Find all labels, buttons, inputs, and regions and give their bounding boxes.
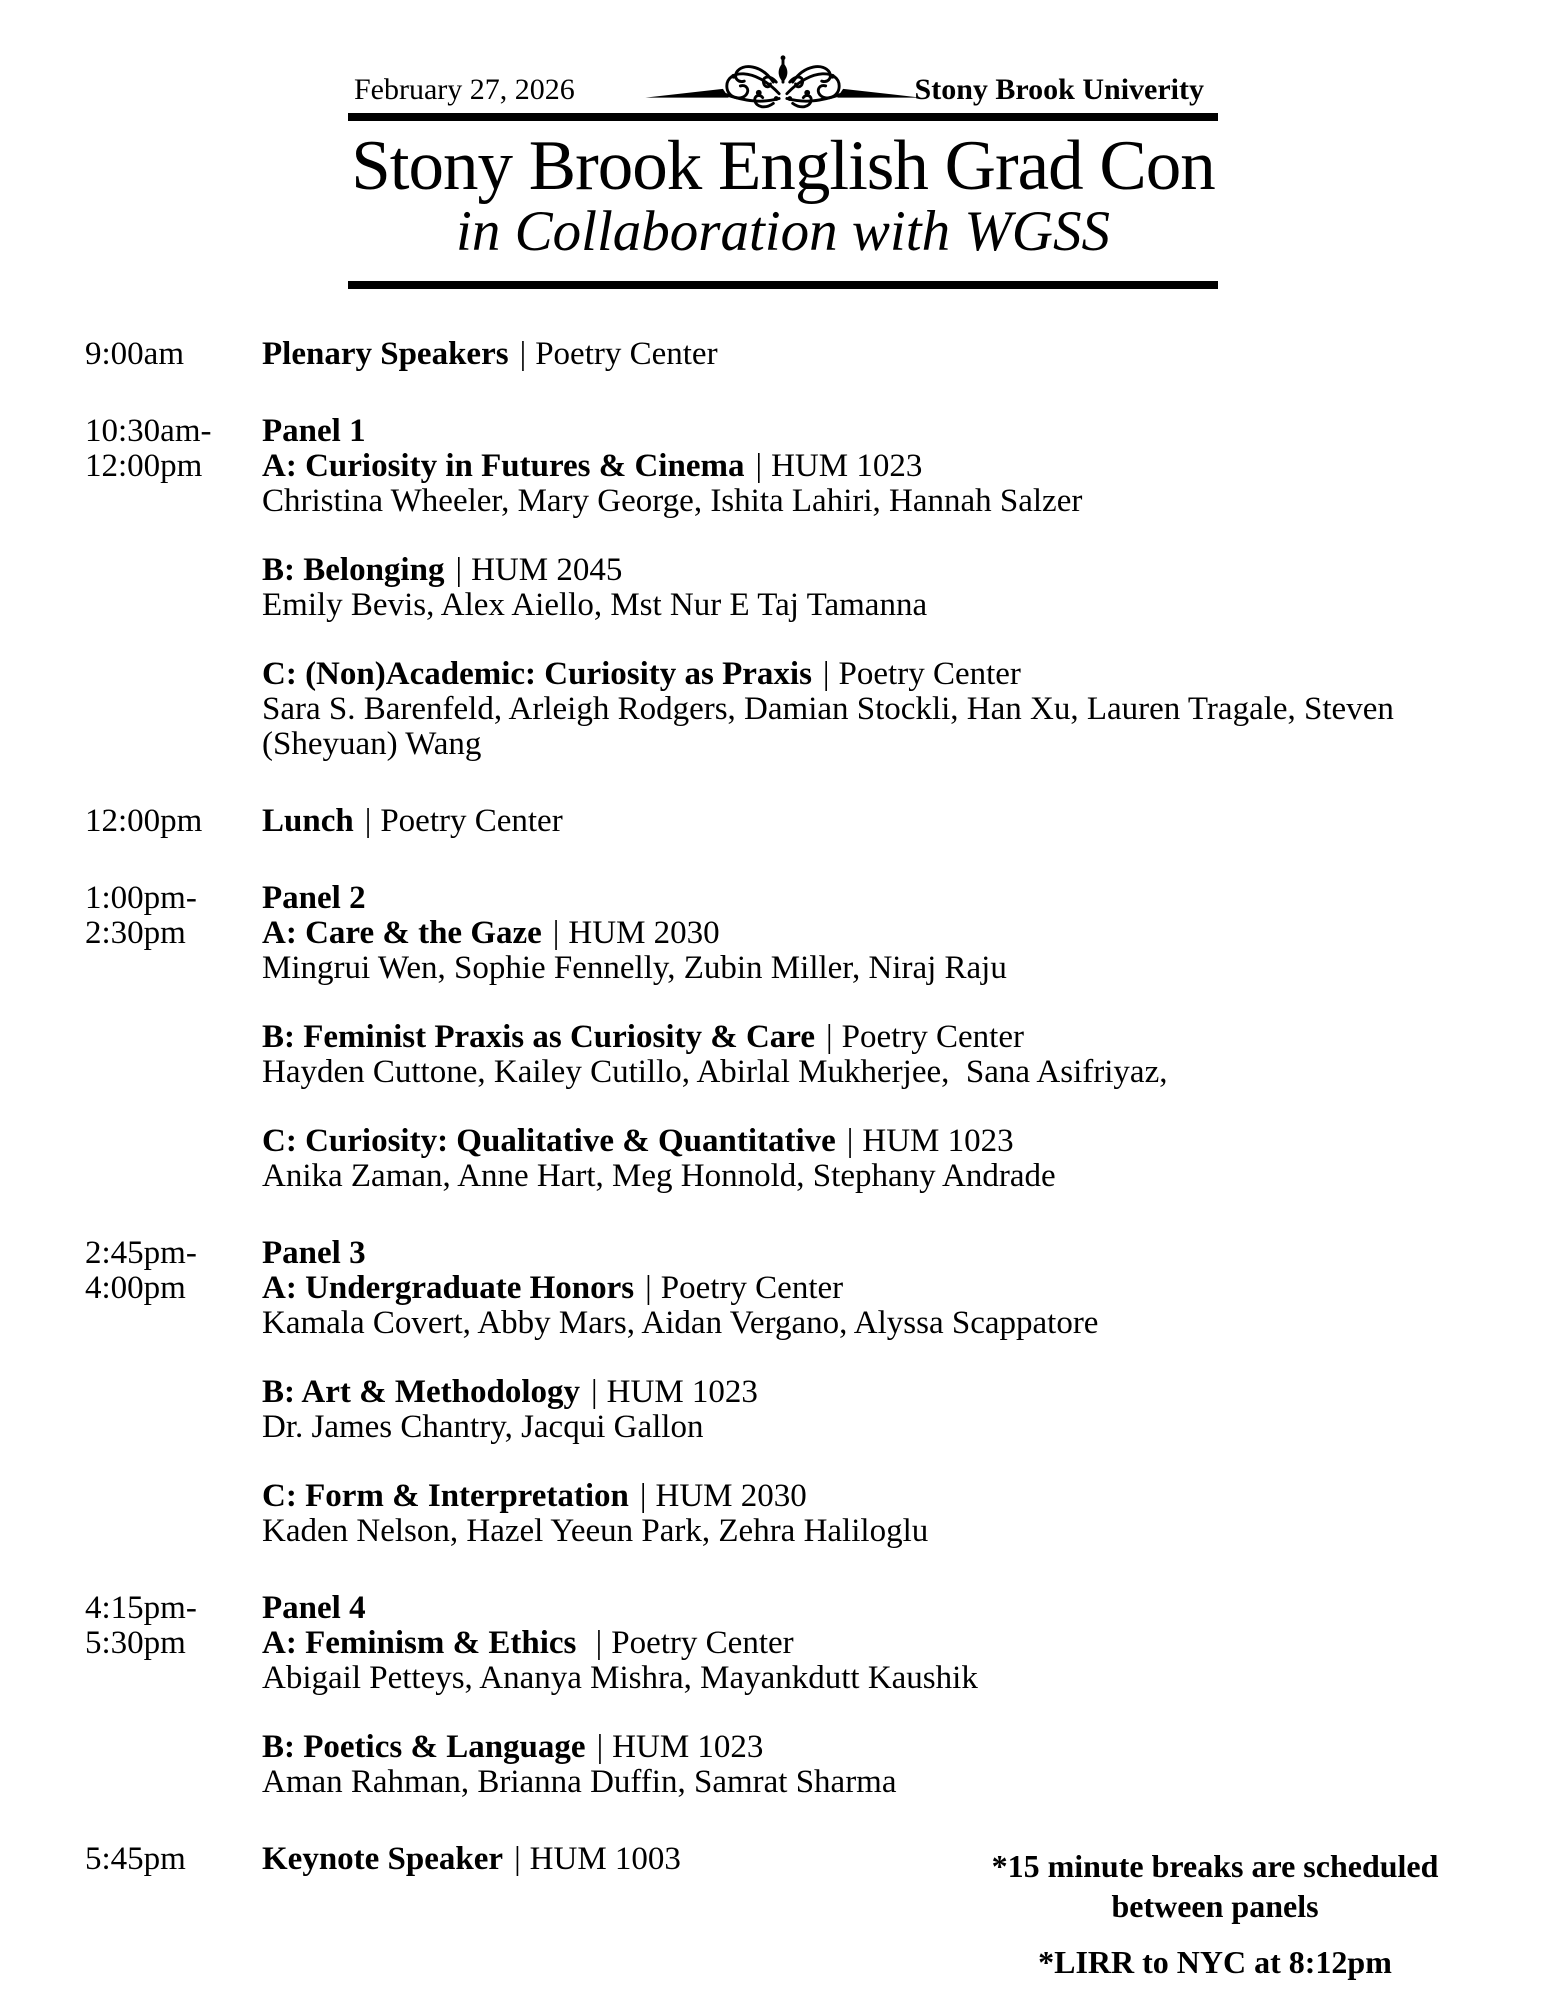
session xyxy=(262,553,1467,623)
separator: | xyxy=(826,1019,833,1055)
separator: | xyxy=(846,1123,854,1159)
session-heading xyxy=(262,1124,1467,1159)
time-label xyxy=(85,1591,262,1800)
session-heading xyxy=(262,1626,1467,1661)
session-location: HUM 2030 xyxy=(568,915,720,951)
session-location: HUM 2030 xyxy=(655,1478,807,1514)
schedule-row xyxy=(0,1841,1545,1980)
separator: | xyxy=(364,803,372,839)
time-label xyxy=(85,804,262,839)
lirr-note: *LIRR to NYC at 8:12pm xyxy=(1038,1944,1392,1980)
date-text: February 27, 2026 xyxy=(354,73,575,106)
session xyxy=(262,1479,1467,1549)
session xyxy=(262,1730,1467,1800)
time-line: 9:00am xyxy=(85,336,184,372)
university-text: Stony Brook Univerity xyxy=(914,73,1204,106)
schedule-row xyxy=(0,337,1545,372)
session xyxy=(262,1124,1467,1194)
session-heading xyxy=(262,1730,1467,1765)
session-location: Poetry Center xyxy=(838,656,1021,692)
session-location: HUM 1023 xyxy=(862,1123,1014,1159)
time-line: 2:45pm- xyxy=(85,1235,197,1271)
panel-label: Panel 1 xyxy=(262,413,366,449)
time-label xyxy=(85,1236,262,1549)
time-line: 10:30am- xyxy=(85,413,212,449)
time-label xyxy=(85,1842,262,1877)
time-line: 4:15pm- xyxy=(85,1590,197,1626)
session-heading xyxy=(262,657,1467,692)
session-location: Poetry Center xyxy=(380,803,563,839)
row-content xyxy=(262,337,1467,372)
session-location: HUM 2045 xyxy=(471,552,623,588)
session-title: A: Undergraduate Honors xyxy=(262,1270,635,1306)
speakers-list: Aman Rahman, Brianna Duffin, Samrat Sharma xyxy=(262,1764,897,1800)
session-heading xyxy=(262,553,1467,588)
session-location: Poetry Center xyxy=(535,336,718,372)
speakers-list: Abigail Petteys, Ananya Mishra, Mayankdutt Kaushik xyxy=(262,1660,978,1696)
session-title: C: Form & Interpretation xyxy=(262,1478,629,1514)
time-line: 2:30pm xyxy=(85,915,186,951)
time-line: 12:00pm xyxy=(85,803,203,839)
session-location: HUM 1023 xyxy=(771,448,923,484)
row-content xyxy=(262,1591,1467,1800)
row-content xyxy=(262,804,1467,839)
panel-label: Panel 2 xyxy=(262,880,366,916)
session xyxy=(262,1375,1467,1445)
header-rule-bottom xyxy=(348,281,1218,289)
session-heading xyxy=(262,1271,1467,1306)
session-heading xyxy=(262,804,1467,839)
row-content xyxy=(262,1236,1467,1549)
session-title: B: Poetics & Language xyxy=(262,1729,586,1765)
panel-label: Panel 4 xyxy=(262,1590,366,1626)
header-top-row xyxy=(348,45,1218,107)
session-title: B: Feminist Praxis as Curiosity & Care xyxy=(262,1019,815,1055)
time-line: 12:00pm xyxy=(85,448,203,484)
session-location: Poetry Center xyxy=(611,1625,794,1661)
speakers-list: Anika Zaman, Anne Hart, Meg Honnold, Stephany Andrade xyxy=(262,1158,1056,1194)
schedule-row xyxy=(0,414,1545,762)
schedule-row xyxy=(0,1236,1545,1549)
schedule-row xyxy=(0,881,1545,1194)
separator: | xyxy=(755,448,763,484)
session-location: HUM 1023 xyxy=(606,1374,758,1410)
panel-label: Panel 3 xyxy=(262,1235,366,1271)
session-location: Poetry Center xyxy=(660,1270,844,1306)
session xyxy=(262,1626,1467,1696)
separator: | xyxy=(514,1841,521,1877)
flourish-ornament-icon xyxy=(637,53,929,115)
session-title: B: Art & Methodology xyxy=(262,1374,581,1410)
session xyxy=(262,449,1467,519)
separator: | xyxy=(639,1478,647,1514)
separator: | xyxy=(645,1270,652,1306)
session-title: Keynote Speaker xyxy=(262,1841,504,1877)
session-title: C: Curiosity: Qualitative & Quantitative xyxy=(262,1123,836,1159)
speakers-list: Mingrui Wen, Sophie Fennelly, Zubin Miller, Niraj Raju xyxy=(262,950,1007,986)
schedule xyxy=(0,336,1545,1980)
time-line: 5:45pm xyxy=(85,1841,186,1877)
row-content xyxy=(262,414,1467,762)
separator: | xyxy=(595,1625,603,1661)
footnotes xyxy=(925,1846,1505,1982)
session-location: Poetry Center xyxy=(841,1019,1024,1055)
time-line: 5:30pm xyxy=(85,1625,186,1661)
separator: | xyxy=(455,552,463,588)
speakers-list: Emily Bevis, Alex Aiello, Mst Nur E Taj Tamanna xyxy=(262,587,928,623)
time-label xyxy=(85,881,262,1194)
time-line: 4:00pm xyxy=(85,1270,186,1306)
session-title: C: (Non)Academic: Curiosity as Praxis xyxy=(262,656,812,692)
session-title: B: Belonging xyxy=(262,552,445,588)
session-heading xyxy=(262,449,1467,484)
schedule-row xyxy=(0,804,1545,839)
speakers-list: Sara S. Barenfeld, Arleigh Rodgers, Damian Stockli, Han Xu, Lauren Tragale, Steven (Sheyuan) Wang xyxy=(262,691,1403,762)
speakers-list: Kamala Covert, Abby Mars, Aidan Vergano, Alyssa Scappatore xyxy=(262,1305,1099,1341)
session-heading xyxy=(262,1375,1467,1410)
session-title: A: Feminism & Ethics xyxy=(262,1625,585,1661)
breaks-note-line1: *15 minute breaks are scheduled xyxy=(991,1848,1439,1884)
time-label xyxy=(85,337,262,372)
session xyxy=(262,1271,1467,1341)
session xyxy=(262,804,1467,839)
session-heading xyxy=(262,1020,1467,1055)
speakers-list: Dr. James Chantry, Jacqui Gallon xyxy=(262,1409,704,1445)
page-subtitle: in Collaboration with WGSS xyxy=(456,200,1110,263)
speakers-list: Christina Wheeler, Mary George, Ishita Lahiri, Hannah Salzer xyxy=(262,483,1083,519)
session-title: Plenary Speakers xyxy=(262,336,509,372)
separator: | xyxy=(519,336,527,372)
session xyxy=(262,916,1467,986)
session-location: HUM 1003 xyxy=(529,1841,681,1877)
session xyxy=(262,337,1467,372)
separator: | xyxy=(822,656,830,692)
session-title: A: Curiosity in Futures & Cinema xyxy=(262,448,745,484)
speakers-list: Kaden Nelson, Hazel Yeeun Park, Zehra Haliloglu xyxy=(262,1513,929,1549)
session-location: HUM 1023 xyxy=(612,1729,764,1765)
schedule-row xyxy=(0,1591,1545,1800)
breaks-note-line2: between panels xyxy=(1111,1888,1319,1924)
session-heading xyxy=(262,916,1467,951)
separator: | xyxy=(596,1729,604,1765)
session-heading xyxy=(262,337,1467,372)
header xyxy=(348,0,1218,289)
row-content xyxy=(262,881,1467,1194)
separator: | xyxy=(591,1374,598,1410)
session xyxy=(262,1020,1467,1090)
time-label xyxy=(85,414,262,762)
session-heading xyxy=(262,1479,1467,1514)
speakers-list: Hayden Cuttone, Kailey Cutillo, Abirlal Mukherjee, Sana Asifriyaz, xyxy=(262,1054,1168,1090)
separator: | xyxy=(552,915,560,951)
session-title: Lunch xyxy=(262,803,354,839)
session xyxy=(262,657,1467,762)
time-line: 1:00pm- xyxy=(85,880,197,916)
page-title: Stony Brook English Grad Con xyxy=(351,127,1215,205)
session-title: A: Care & the Gaze xyxy=(262,915,542,951)
